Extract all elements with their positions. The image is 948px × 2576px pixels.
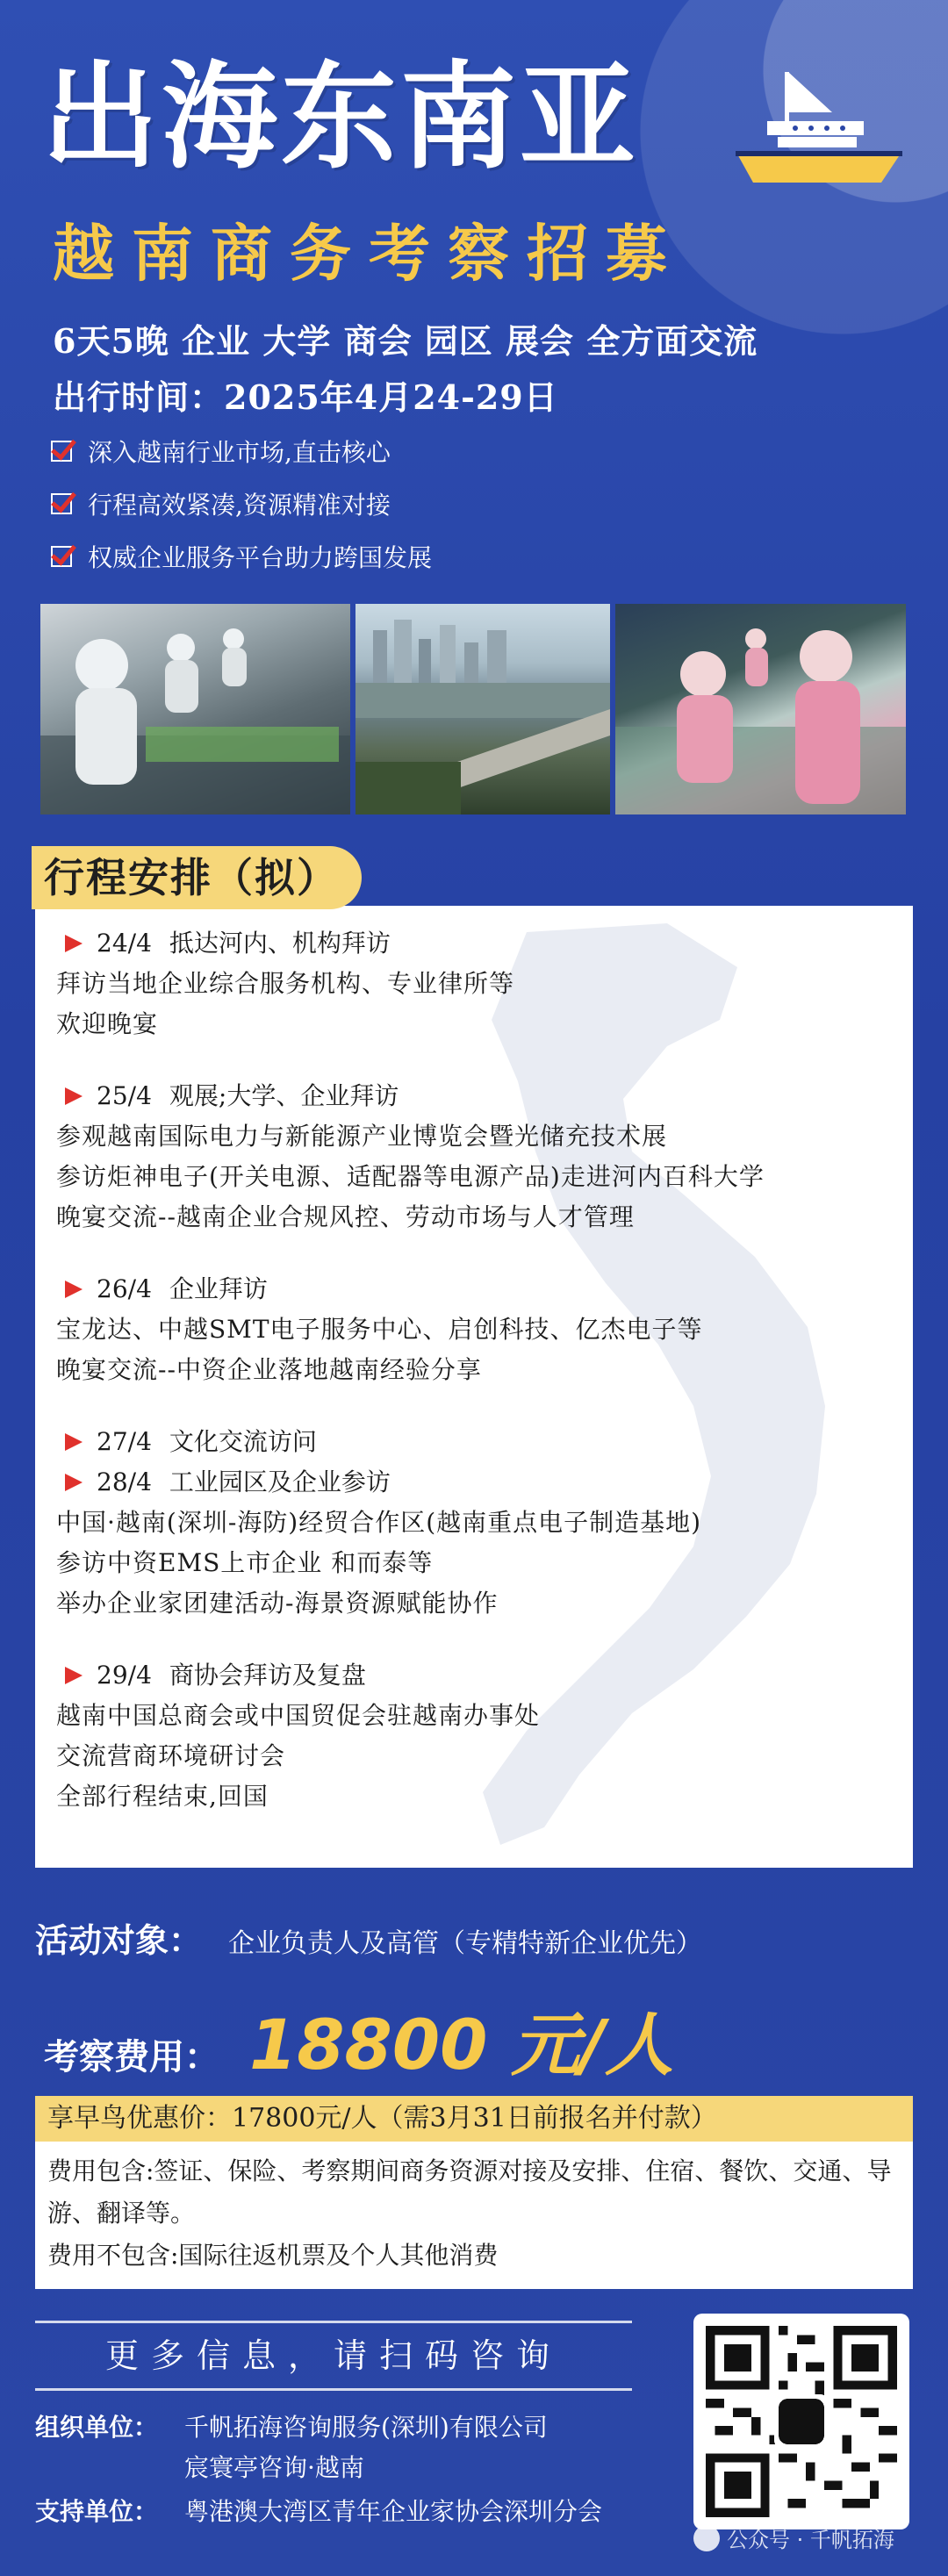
- schedule-day: 27/4 文化交流访问: [56, 1422, 913, 1462]
- checkbox-icon: [51, 493, 72, 514]
- schedule-title: 行程安排（拟）: [32, 846, 362, 909]
- organizer: 组织单位： 千帆拓海咨询服务(深圳)有限公司: [35, 2413, 548, 2442]
- wechat-icon: [693, 2525, 720, 2551]
- supporter: 支持单位： 粤港澳大湾区青年企业家协会深圳分会: [35, 2497, 603, 2526]
- ship-icon: [727, 72, 911, 186]
- sub-title: 越南商务考察招募: [53, 218, 685, 290]
- travel-dates: 出行时间：2025年4月24-29日: [53, 377, 558, 417]
- arrow-icon: [65, 1433, 83, 1451]
- check-item: 权威企业服务平台助力跨国发展: [51, 539, 432, 574]
- watermark: 公众号 · 千帆拓海: [693, 2522, 894, 2553]
- check-item: 深入越南行业市场,直击核心: [51, 434, 391, 469]
- early-bird-price: 享早鸟优惠价：17800元/人（需3月31日前报名并付款）: [35, 2096, 913, 2142]
- schedule-day: 26/4 企业拜访 宝龙达、中越SMT电子服务中心、启创科技、亿杰电子等 晚宴交流--中资企业落地越南经验分享: [56, 1274, 703, 1384]
- fee-details: [35, 2142, 913, 2289]
- schedule-day: 24/4 抵达河内、机构拜访 拜访当地企业综合服务机构、专业律所等 欢迎晚宴: [56, 929, 515, 1038]
- photo-strip: [40, 604, 906, 814]
- fee-price: 18800 元/人: [249, 2006, 674, 2085]
- city-photo: [356, 604, 610, 814]
- fee-excludes: 费用不包含:国际往返机票及个人其他消费: [47, 2241, 499, 2270]
- fee: 考察费用： 18800 元/人: [44, 1991, 673, 2089]
- fee-includes: 费用包含:签证、保险、考察期间商务资源对接及安排、住宿、餐饮、交通、导游、翻译等。: [47, 2156, 892, 2228]
- schedule-day: 29/4 商协会拜访及复盘 越南中国总商会或中国贸促会驻越南办事处 交流营商环境研讨会 全部行程结束,回国: [56, 1661, 541, 1811]
- trip-summary: 6天5晚 企业 大学 商会 园区 展会 全方面交流: [53, 321, 758, 361]
- arrow-icon: [65, 1474, 83, 1491]
- factory-photo: [40, 604, 350, 814]
- more-info-banner: 更多信息，请扫码咨询: [35, 2321, 632, 2391]
- checkbox-icon: [51, 441, 72, 462]
- arrow-icon: [65, 1281, 83, 1298]
- arrow-icon: [65, 935, 83, 952]
- checkbox-icon: [51, 546, 72, 567]
- organizer-2: 宸寰亭咨询·越南: [184, 2453, 364, 2482]
- arrow-icon: [65, 1667, 83, 1684]
- target-audience: 活动对象： 企业负责人及高管（专精特新企业优先）: [35, 1920, 703, 1960]
- schedule-day: 25/4 观展;大学、企业拜访 参观越南国际电力与新能源产业博览会暨光储充技术展 参访炬神电子(开关电源、适配器等电源产品)走进河内百科大学 晚宴交流--越南企业合规风控、劳动市场与人才管理: [56, 1081, 765, 1231]
- schedule-panel: [35, 906, 913, 1868]
- check-item: 行程高效紧凑,资源精准对接: [51, 486, 391, 521]
- qr-code[interactable]: [693, 2314, 909, 2529]
- arrow-icon: [65, 1087, 83, 1105]
- main-title: 出海东南亚: [42, 50, 639, 185]
- workers-photo: [615, 604, 906, 814]
- schedule-day: 28/4 工业园区及企业参访 中国·越南(深圳-海防)经贸合作区(越南重点电子制造基地) 参访中资EMS上市企业 和而泰等 举办企业家团建活动-海景资源赋能协作: [56, 1467, 702, 1618]
